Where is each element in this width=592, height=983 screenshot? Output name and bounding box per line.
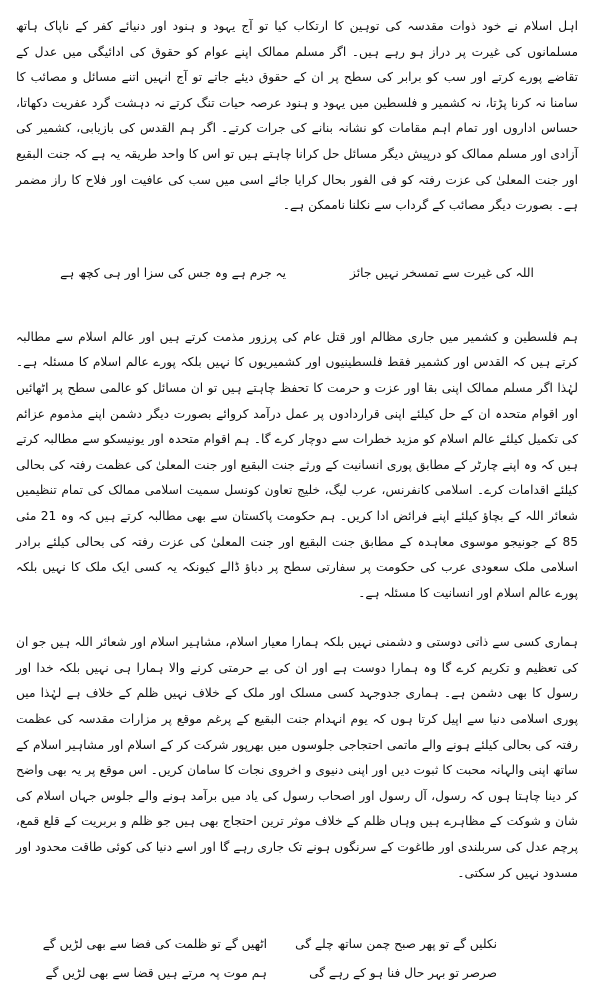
closing-verses xyxy=(16,934,578,983)
paragraph-3: ہماری کسی سے ذاتی دوستی و دشمنی نہیں بلکہ ہمارا معیار اسلام، مشاہیر اسلام اور شعائر اللہ ہیں جو ان کی تعظیم و تکریم کرے گا وہ ہمارا دوست ہے اور ان کی بے حرمتی کرنے والا ہمارا ہی نہیں بلکہ خدا اور رسول کا بھی دشمن ہے۔ ہماری جدوجہد کسی مسلک اور ملک کے خلاف نہیں ظلم کے خلاف ہے لہٰذا میں پوری اسلامی دنیا سے اپیل کرتا ہوں کہ یوم انہدام جنت البقیع کے پرغم موقع پر مزارات مقدسہ کی عظمت رفتہ کی بحالی کیلئے ہونے والے ماتمی احتجاجی جلوسوں میں بھرپور شرکت کر کے اسلام اور مشاہیر اسلام کے ساتھ اپنی والہانہ محبت کا ثبوت دیں اور اپنی دنیوی و اخروی نجات کا سامان کریں۔ اس موقع پر یہ بھی واضح کر دینا چاہتا ہوں کہ رسول، آل رسول اور اصحاب رسول کی یاد میں برآمد ہونے والے جلوس جہاں اسلام کی شان و شوکت کے مظاہرے ہیں وہاں ظلم کے خلاف موثر ترین احتجاج بھی ہیں جو ظلم و بربریت کے قلع قمع، پرچم عدل کی سربلندی اور طاغوت کے سرنگوں ہونے تک جاری رہے گا اور اسے دنیا کی کوئی طاقت محدود اور مسدود نہیں کر سکتی۔ xyxy=(16,635,578,880)
paragraph-2: ہم فلسطین و کشمیر میں جاری مظالم اور قتل عام کی پرزور مذمت کرتے ہیں اور عالم اسلام سے مطالبہ کرتے ہیں کہ القدس اور کشمیر فقط فلسطینیوں اور کشمیریوں کا نہیں بلکہ پورے عالم اسلام کا مسئلہ ہے۔ لہٰذا اگر مسلم ممالک اپنی بقا اور عزت و حرمت کا تحفظ چاہتے ہیں تو ان مسائل کو عالمی سطح پر اٹھائیں اور اقوام متحدہ ان کے حل کیلئے اپنی قراردادوں پر عمل درآمد کروائے بصورت دیگر دشمن اپنے مذموم عزائم کی تکمیل کیلئے عالم اسلام کو مزید خطرات سے دوچار کرے گا۔ ہم اقوام متحدہ اور یونیسکو سے مطالبہ کرتے ہیں کہ وہ اپنے چارٹر کے مطابق پوری انسانیت کے ورثے جنت البقیع اور جنت المعلیٰ کی عظمت رفتہ کی بحالی کیلئے اقدامات کرے۔ اسلامی کانفرنس، عرب لیگ، خلیج تعاون کونسل سمیت اسلامی ممالک کی تمام تنظیمیں شعائر اللہ کے بچاؤ کیلئے اپنے فرائض ادا کریں۔ ہم حکومت پاکستان سے بھی مطالبہ کرتے ہیں کہ وہ 21 مئی 85 کے جونیجو موسوی معاہدہ کے مطابق جنت البقیع اور جنت المعلیٰ کی عزت رفتہ کی بحالی کیلئے برادر اسلامی ملک سعودی عرب کی حکومت پر سفارتی سطح پر دباؤ ڈالے کیونکہ یہ کسی ایک ملک کا نہیں بلکہ پورے عالم اسلام اور انسانیت کا مسئلہ ہے۔ xyxy=(16,329,578,600)
couplet xyxy=(16,263,578,283)
couplet-second-half: یہ جرم ہے وہ جس کی سزا اور ہی کچھ ہے xyxy=(60,265,287,280)
couplet-first-half: اللہ کی غیرت سے تمسخر نہیں جائز xyxy=(350,265,534,280)
verse-1-first-half: نکلیں گے تو پھر صبح چمن ساتھ چلے گی xyxy=(295,937,497,952)
verse-1-second-half: اٹھیں گے تو ظلمت کی فضا سے بھی لڑیں گے xyxy=(42,937,267,952)
verse-2-second-half: ہم موت پہ مرتے ہیں قضا سے بھی لڑیں گے xyxy=(45,966,267,981)
paragraph-1: اہل اسلام نے خود ذوات مقدسہ کی توہین کا ارتکاب کیا تو آج یہود و ہنود اور دنیائے کفر کے ناپاک ہاتھ مسلمانوں کی غیرت پر دراز ہو رہے ہیں۔ اگر مسلم ممالک اپنے عوام کو حقوق کی ادائیگی میں عدل کے تقاضے پورے کرتے اور سب کو برابر کی سطح پر ان کے حقوق دیئے جاتے تو آج انہیں اتنے مسائل و مصائب کا سامنا نہ کرنا پڑتا، نہ کشمیر و فلسطین میں یہود و ہنود عرصہ حیات تنگ کرتے نہ دہشت گرد عفریت دکھاتا، حساس اداروں اور تمام اہم مقامات کو نشانہ بنانے کی جرات کرتے۔ اگر ہم القدس کی بازیابی، کشمیر کی آزادی اور مسلم ممالک کو درپیش دیگر مسائل حل کرانا چاہتے ہیں تو اس کا واحد طریقہ یہ ہے کہ جنت البقیع اور جنت المعلیٰ کی عزت رفتہ کو فی الفور بحال کرایا جائے اسی میں سب کی عافیت اور فلاح کا راز مضمر ہے۔ بصورت دیگر مصائب کے گرداب سے نکلنا ناممکن ہے۔ xyxy=(16,19,578,213)
verse-2-first-half: صرصر تو بہر حال فنا ہو کے رہے گی xyxy=(309,966,497,981)
